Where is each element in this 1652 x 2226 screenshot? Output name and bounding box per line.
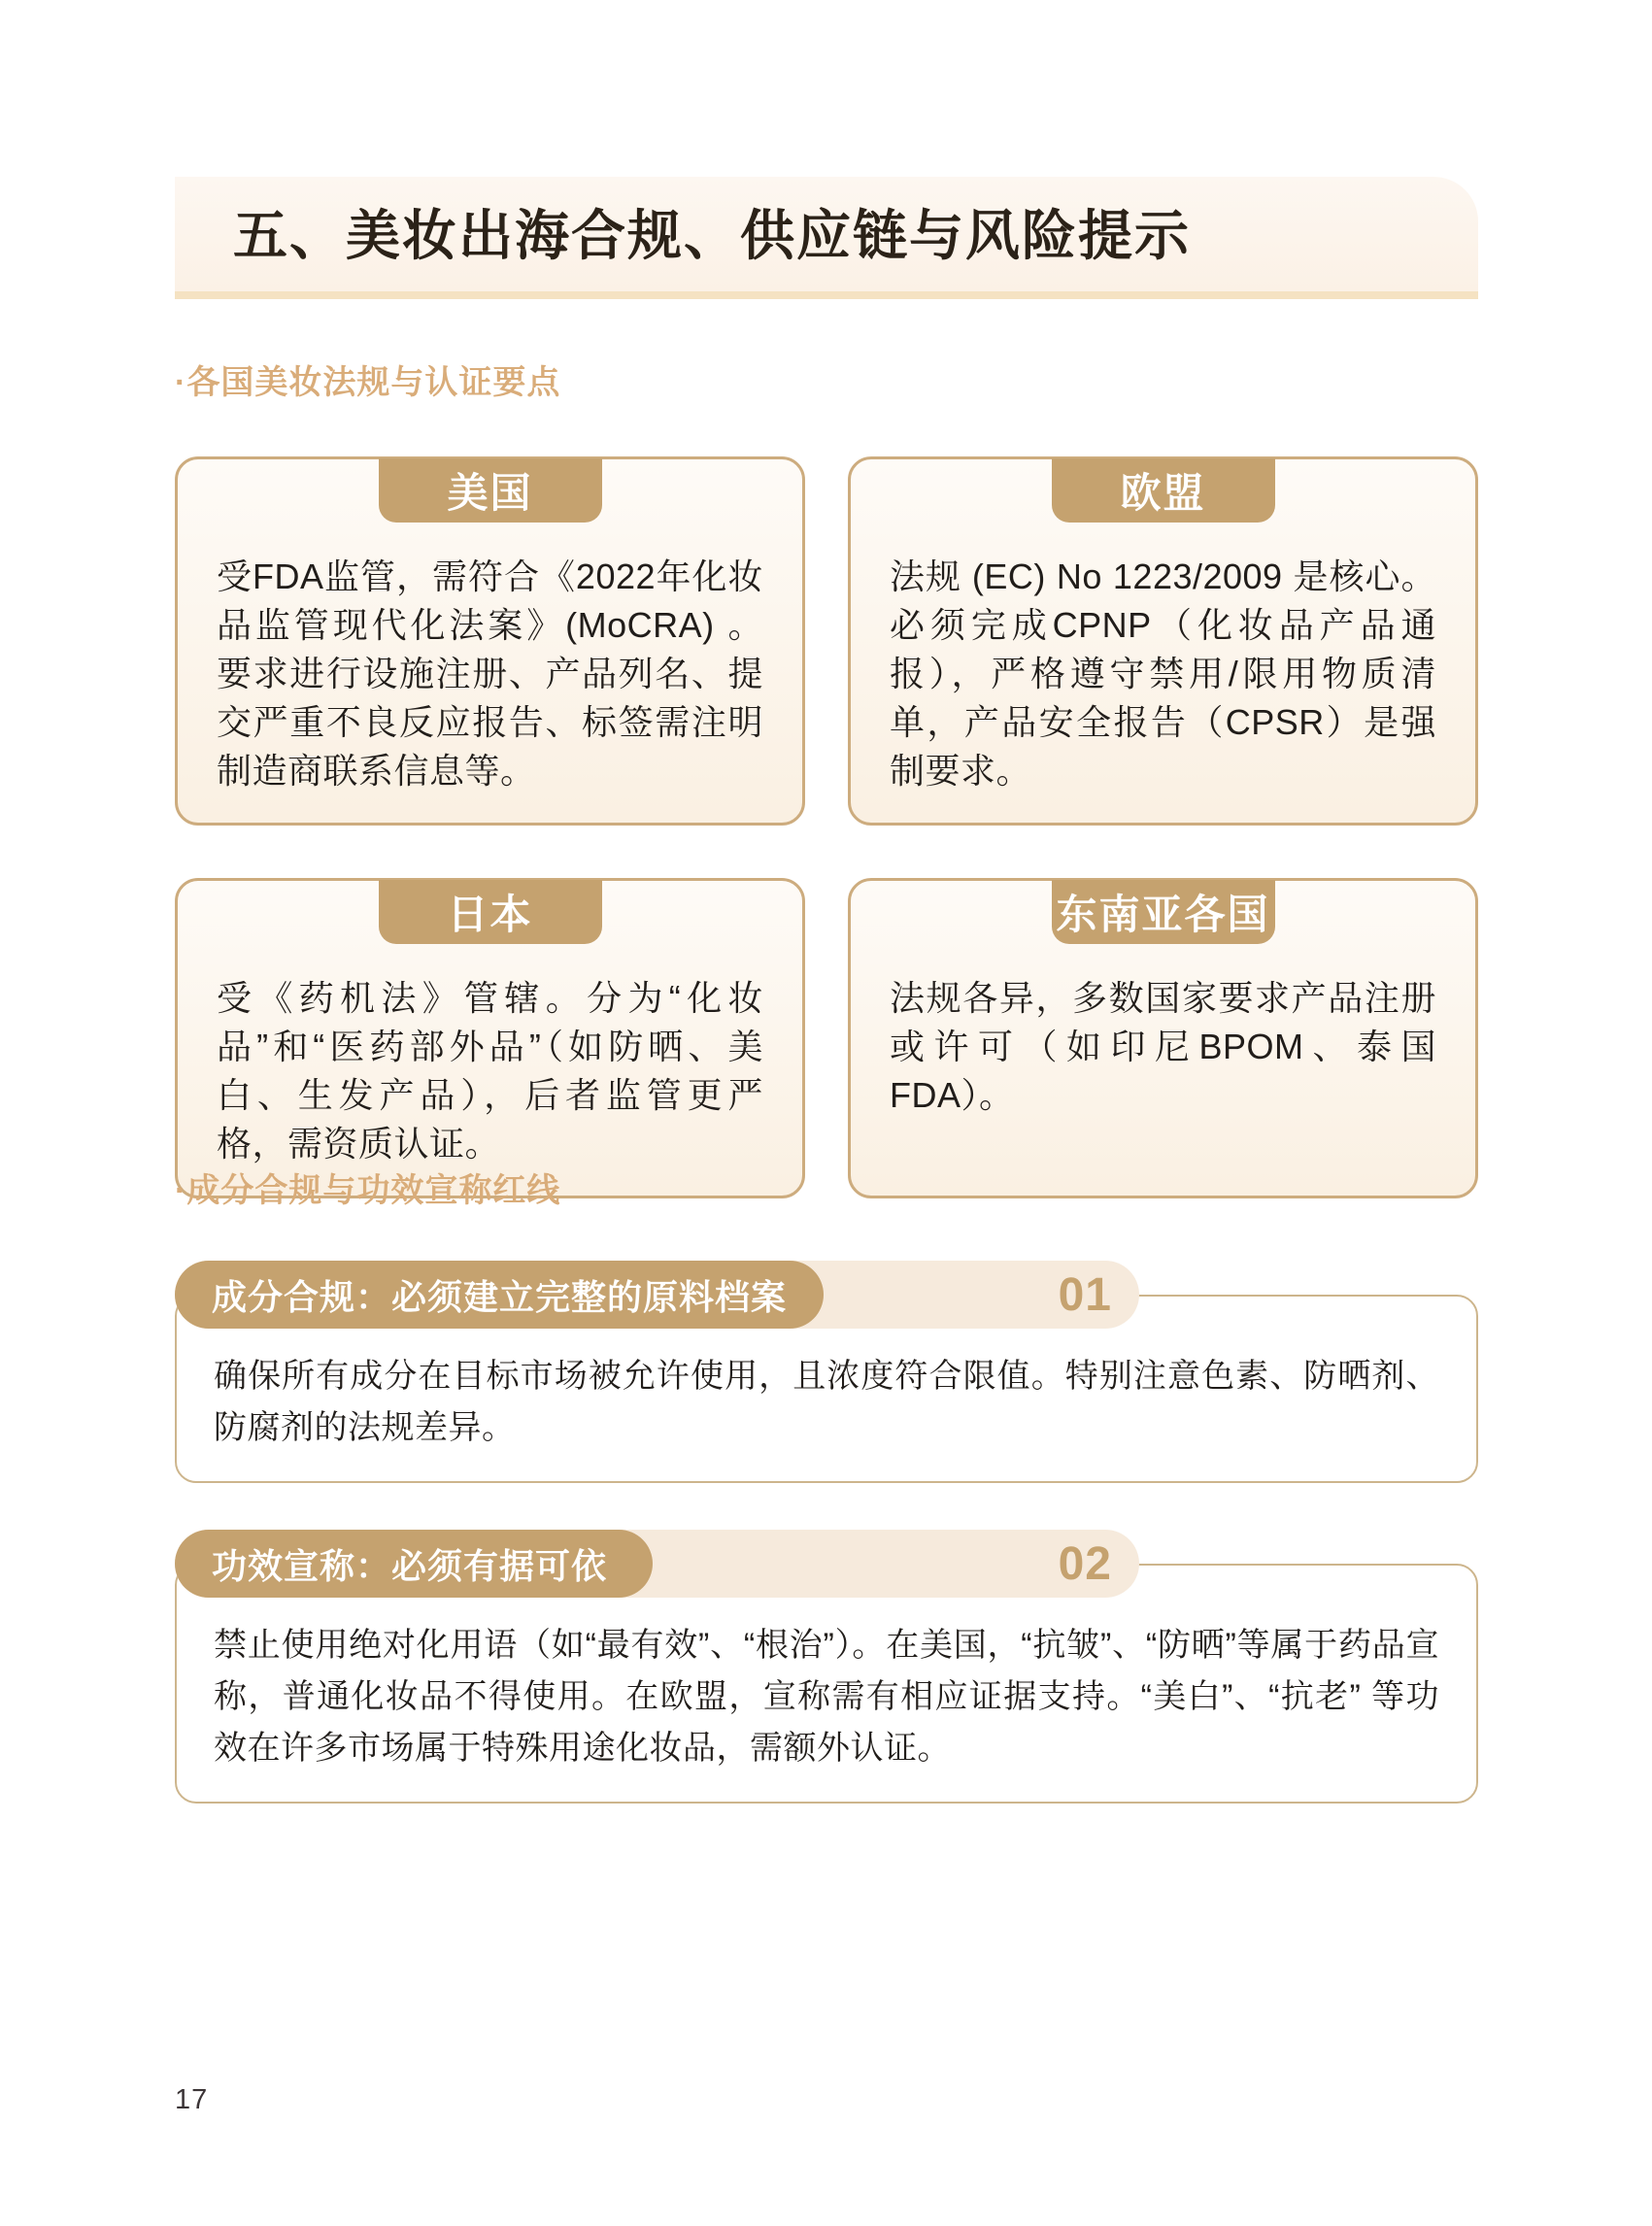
country-card-sea bbox=[848, 878, 1478, 1198]
country-tab-japan: 日本 bbox=[379, 880, 602, 944]
redline-card-body: 确保所有成分在目标市场被允许使用，且浓度符合限值。特别注意色素、防晒剂、防腐剂的法规差异。 bbox=[214, 1358, 1439, 1446]
section-header-redlines: ·成分合规与功效宣称红线 bbox=[175, 1172, 561, 1209]
page-number: 17 bbox=[175, 2084, 209, 2115]
country-card-body: 法规 (EC) No 1223/2009 是核心。必须完成CPNP（化妆品产品通报），严格遵守禁用/限用物质清单，产品安全报告（CPSR）是强制要求。 bbox=[890, 556, 1436, 791]
redline-title-pill: 成分合规：必须建立完整的原料档案 bbox=[175, 1261, 824, 1329]
redline-card bbox=[175, 1564, 1478, 1804]
redline-block-claims bbox=[175, 1530, 1478, 1804]
country-card-body: 法规各异，多数国家要求产品注册或许可（如印尼BPOM、泰国FDA）。 bbox=[890, 978, 1436, 1115]
redline-number: 02 bbox=[1058, 1537, 1112, 1590]
page-title: 五、美妆出海合规、供应链与风险提示 bbox=[233, 205, 1191, 266]
country-card-usa bbox=[175, 456, 805, 826]
redline-title-pill: 功效宣称：必须有据可依 bbox=[175, 1530, 653, 1598]
redline-header bbox=[175, 1530, 1478, 1598]
redline-card-body: 禁止使用绝对化用语（如“最有效”、“根治”）。在美国，“抗皱”、“防晒”等属于药品宣称，普通化妆品不得使用。在欧盟，宣称需有相应证据支持。“美白”、“抗老” 等功效在许多市场属于特殊用途化妆品，需额外认证。 bbox=[214, 1627, 1439, 1767]
country-card-body: 受《药机法》管辖。分为“化妆品”和“医药部外品”（如防晒、美白、生发产品），后者监管更严格，需资质认证。 bbox=[217, 978, 763, 1164]
country-cards-grid bbox=[175, 456, 1478, 1198]
country-tab-sea: 东南亚各国 bbox=[1052, 880, 1275, 944]
redline-block-ingredients bbox=[175, 1261, 1478, 1483]
redline-number: 01 bbox=[1058, 1268, 1112, 1321]
title-banner bbox=[175, 177, 1478, 299]
country-card-eu bbox=[848, 456, 1478, 826]
redline-header bbox=[175, 1261, 1478, 1329]
country-card-body: 受FDA监管，需符合《2022年化妆品监管现代化法案》(MoCRA) 。要求进行设施注册、产品列名、提交严重不良反应报告、标签需注明制造商联系信息等。 bbox=[217, 556, 763, 791]
section-header-regulations: ·各国美妆法规与认证要点 bbox=[175, 364, 561, 401]
country-tab-usa: 美国 bbox=[379, 458, 602, 523]
country-card-japan bbox=[175, 878, 805, 1198]
country-tab-eu: 欧盟 bbox=[1052, 458, 1275, 523]
